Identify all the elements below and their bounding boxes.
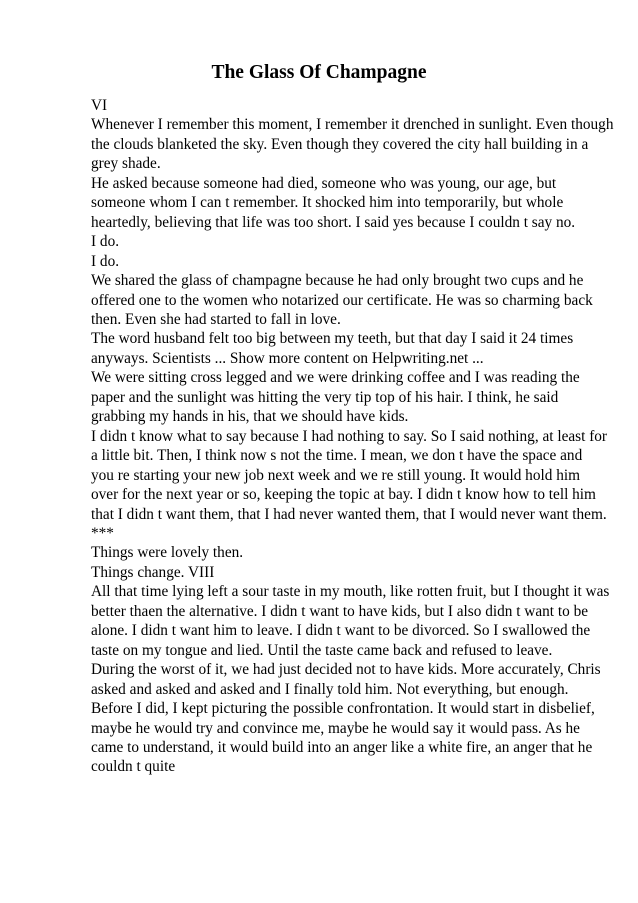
text-line: couldn t quite — [91, 758, 176, 776]
text-line: that I didn t want them, that I had never wanted them, that I would never want them. — [91, 505, 607, 523]
document-body — [91, 96, 614, 777]
text-line: came to understand, it would build into an anger like a white fire, an anger that he — [91, 738, 593, 756]
text-line: He asked because someone had died, someone who was young, our age, but — [91, 174, 557, 192]
document-title: The Glass Of Champagne — [211, 62, 427, 83]
text-line: Before I did, I kept picturing the possible confrontation. It would start in disbelief, — [91, 700, 595, 718]
text-line: asked and asked and asked and I finally told him. Not everything, but enough. — [91, 680, 569, 698]
text-line: paper and the sunlight was hitting the very tip top of his hair. I think, he said — [91, 388, 559, 406]
text-line: We shared the glass of champagne because he had only brought two cups and he — [91, 272, 584, 290]
text-line: *** — [91, 524, 114, 542]
text-line: I didn t know what to say because I had nothing to say. So I said nothing, at least for — [91, 427, 608, 445]
text-line: During the worst of it, we had just decided not to have kids. More accurately, Chris — [91, 661, 601, 679]
text-line: All that time lying left a sour taste in my mouth, like rotten fruit, but I thought it was — [91, 583, 610, 601]
text-line: Whenever I remember this moment, I remember it drenched in sunlight. Even though — [91, 116, 614, 134]
text-line: Things were lovely then. — [91, 544, 244, 562]
text-line: taste on my tongue and lied. Until the taste came back and refused to leave. — [91, 641, 553, 659]
text-line: you re starting your new job next week and we re still young. It would hold him — [91, 466, 580, 484]
text-line: heartedly, believing that life was too short. I said yes because I couldn t say no. — [91, 213, 576, 231]
text-line: better thaen the alternative. I didn t want to have kids, but I also didn t want to be — [91, 602, 589, 620]
text-line: someone whom I can t remember. It shocked him into temporarily, but whole — [91, 194, 564, 212]
text-line: I do. — [91, 252, 120, 270]
text-line: grabbing my hands in his, that we should have kids. — [91, 408, 409, 426]
text-line: then. Even she had started to fall in love. — [91, 310, 341, 328]
text-line: VI — [91, 97, 108, 114]
text-line: anyways. Scientists ... Show more content on Helpwriting.net ... — [91, 349, 484, 367]
text-line: a little bit. Then, I think now s not the time. I mean, we don t have the space and — [91, 447, 583, 465]
text-line: We were sitting cross legged and we were drinking coffee and I was reading the — [91, 369, 580, 387]
text-line: the clouds blanketed the sky. Even though they covered the city hall building in a — [91, 135, 589, 153]
text-line: alone. I didn t want him to leave. I didn t want to be divorced. So I swallowed the — [91, 622, 591, 640]
text-line: I do. — [91, 233, 120, 251]
text-line: Things change. VIII — [91, 563, 215, 581]
text-line: The word husband felt too big between my teeth, but that day I said it 24 times — [91, 330, 574, 348]
text-line: offered one to the women who notarized our certificate. He was so charming back — [91, 291, 593, 309]
text-line: maybe he would try and convince me, maybe he would say it would pass. As he — [91, 719, 580, 737]
text-line: grey shade. — [91, 155, 161, 173]
text-line: over for the next year or so, keeping the topic at bay. I didn t know how to tell him — [91, 486, 596, 504]
